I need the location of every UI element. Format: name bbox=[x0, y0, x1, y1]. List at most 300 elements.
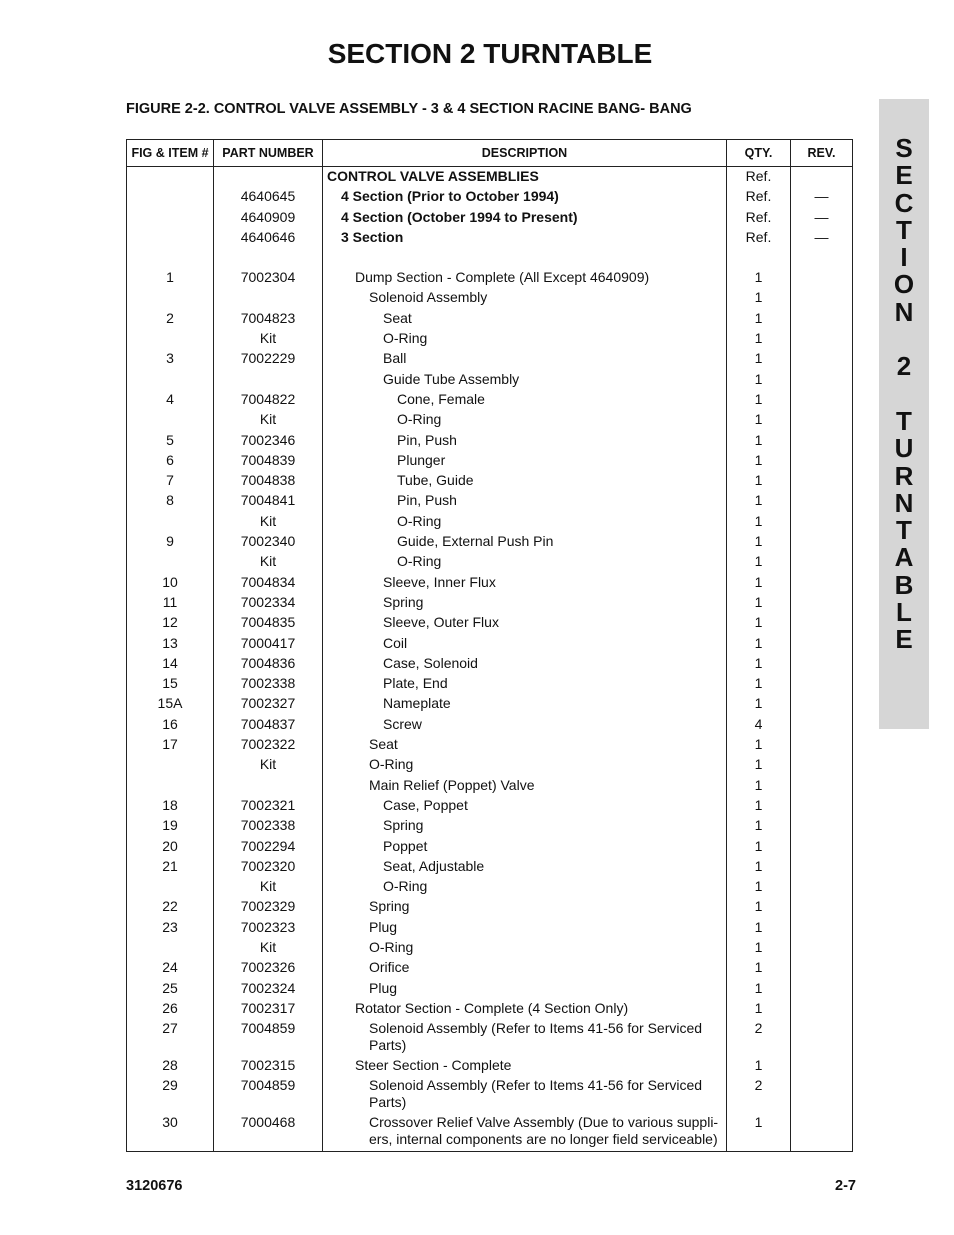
cell-qty: 1 bbox=[727, 452, 791, 472]
cell-rev bbox=[791, 167, 853, 189]
side-tab-letters bbox=[879, 135, 929, 654]
cell-qty: Ref. bbox=[727, 209, 791, 229]
cell-rev bbox=[791, 289, 853, 309]
table-row bbox=[127, 838, 853, 858]
cell-fig-item: 8 bbox=[127, 492, 214, 512]
cell-qty: 1 bbox=[727, 695, 791, 715]
cell-description: 4 Section (Prior to October 1994) bbox=[323, 188, 727, 208]
cell-fig-item: 18 bbox=[127, 797, 214, 817]
cell-part-number bbox=[214, 777, 323, 797]
cell-part-number: Kit bbox=[214, 411, 323, 431]
cell-rev bbox=[791, 1114, 853, 1152]
cell-part-number: 7002229 bbox=[214, 350, 323, 370]
cell-qty: 1 bbox=[727, 838, 791, 858]
cell-rev bbox=[791, 1000, 853, 1020]
cell-description: Tube, Guide bbox=[323, 472, 727, 492]
cell-fig-item: 20 bbox=[127, 838, 214, 858]
table-row bbox=[127, 574, 853, 594]
cell-qty: 1 bbox=[727, 858, 791, 878]
page-number: 2-7 bbox=[835, 1178, 856, 1194]
cell-qty: 1 bbox=[727, 980, 791, 1000]
cell-qty: Ref. bbox=[727, 167, 791, 189]
cell-rev: — bbox=[791, 188, 853, 208]
cell-description: Ball bbox=[323, 350, 727, 370]
side-tab-letter: 2 bbox=[896, 351, 912, 382]
cell-rev bbox=[791, 675, 853, 695]
cell-rev bbox=[791, 492, 853, 512]
cell-rev bbox=[791, 1057, 853, 1077]
cell-fig-item bbox=[127, 513, 214, 533]
cell-part-number: 7004822 bbox=[214, 391, 323, 411]
cell-rev bbox=[791, 980, 853, 1000]
cell-part-number: 7002338 bbox=[214, 817, 323, 837]
cell-rev bbox=[791, 553, 853, 573]
cell-fig-item: 7 bbox=[127, 472, 214, 492]
cell-qty: 1 bbox=[727, 817, 791, 837]
table-row bbox=[127, 858, 853, 878]
side-tab-letter: U bbox=[894, 433, 914, 464]
column-header-part-number: PART NUMBER bbox=[214, 140, 323, 167]
table-row bbox=[127, 229, 853, 249]
table-row bbox=[127, 919, 853, 939]
cell-qty: 1 bbox=[727, 614, 791, 634]
cell-qty: 1 bbox=[727, 289, 791, 309]
cell-description: Screw bbox=[323, 716, 727, 736]
cell-rev bbox=[791, 249, 853, 269]
cell-fig-item bbox=[127, 249, 214, 269]
cell-description: 4 Section (October 1994 to Present) bbox=[323, 209, 727, 229]
cell-qty: 1 bbox=[727, 777, 791, 797]
cell-fig-item: 24 bbox=[127, 959, 214, 979]
cell-fig-item: 22 bbox=[127, 898, 214, 918]
cell-part-number: 7002338 bbox=[214, 675, 323, 695]
cell-fig-item: 17 bbox=[127, 736, 214, 756]
cell-qty: 2 bbox=[727, 1020, 791, 1057]
cell-rev bbox=[791, 898, 853, 918]
cell-qty: 1 bbox=[727, 350, 791, 370]
side-tab-letter: A bbox=[894, 542, 914, 573]
cell-rev bbox=[791, 736, 853, 756]
cell-description: O-Ring bbox=[323, 756, 727, 776]
table-row bbox=[127, 167, 853, 189]
cell-part-number: 7000417 bbox=[214, 635, 323, 655]
table-row bbox=[127, 675, 853, 695]
table-row bbox=[127, 959, 853, 979]
cell-description: Poppet bbox=[323, 838, 727, 858]
cell-part-number: 7002320 bbox=[214, 858, 323, 878]
cell-fig-item bbox=[127, 411, 214, 431]
cell-part-number: 7002334 bbox=[214, 594, 323, 614]
side-tab-letter: E bbox=[895, 160, 913, 191]
cell-part-number: 7000468 bbox=[214, 1114, 323, 1152]
cell-qty: 1 bbox=[727, 553, 791, 573]
cell-fig-item bbox=[127, 289, 214, 309]
table-row bbox=[127, 432, 853, 452]
cell-description: Rotator Section - Complete (4 Section Only) bbox=[323, 1000, 727, 1020]
table-row bbox=[127, 695, 853, 715]
table-row bbox=[127, 817, 853, 837]
cell-description: Cone, Female bbox=[323, 391, 727, 411]
cell-qty: 4 bbox=[727, 716, 791, 736]
cell-rev bbox=[791, 452, 853, 472]
cell-description: O-Ring bbox=[323, 939, 727, 959]
cell-rev bbox=[791, 371, 853, 391]
table-row bbox=[127, 209, 853, 229]
cell-qty: 1 bbox=[727, 269, 791, 289]
cell-part-number: 7002323 bbox=[214, 919, 323, 939]
parts-table bbox=[126, 139, 853, 1152]
cell-fig-item: 19 bbox=[127, 817, 214, 837]
cell-fig-item: 25 bbox=[127, 980, 214, 1000]
cell-qty: 1 bbox=[727, 411, 791, 431]
cell-rev bbox=[791, 1020, 853, 1057]
cell-part-number: 7002321 bbox=[214, 797, 323, 817]
side-tab-letter: L bbox=[896, 597, 912, 628]
table-row bbox=[127, 310, 853, 330]
cell-description: Plug bbox=[323, 980, 727, 1000]
table-row bbox=[127, 553, 853, 573]
side-tab-letter: N bbox=[894, 296, 914, 327]
cell-qty: 1 bbox=[727, 310, 791, 330]
column-header-description: DESCRIPTION bbox=[323, 140, 727, 167]
cell-description: O-Ring bbox=[323, 330, 727, 350]
cell-rev bbox=[791, 858, 853, 878]
cell-rev bbox=[791, 959, 853, 979]
table-row bbox=[127, 513, 853, 533]
cell-qty: 1 bbox=[727, 675, 791, 695]
table-row bbox=[127, 980, 853, 1000]
cell-part-number: 7002304 bbox=[214, 269, 323, 289]
cell-fig-item: 16 bbox=[127, 716, 214, 736]
cell-rev bbox=[791, 635, 853, 655]
cell-fig-item: 9 bbox=[127, 533, 214, 553]
cell-qty: 1 bbox=[727, 1057, 791, 1077]
cell-part-number: 7002340 bbox=[214, 533, 323, 553]
cell-rev bbox=[791, 391, 853, 411]
cell-fig-item: 15 bbox=[127, 675, 214, 695]
cell-fig-item: 14 bbox=[127, 655, 214, 675]
cell-rev bbox=[791, 594, 853, 614]
cell-fig-item: 13 bbox=[127, 635, 214, 655]
cell-fig-item bbox=[127, 209, 214, 229]
table-row bbox=[127, 249, 853, 269]
table-row bbox=[127, 756, 853, 776]
side-tab-letter: E bbox=[895, 624, 913, 655]
cell-rev bbox=[791, 655, 853, 675]
cell-description: Dump Section - Complete (All Except 4640909) bbox=[323, 269, 727, 289]
page-title: SECTION 2 TURNTABLE bbox=[327, 38, 653, 69]
cell-description: Plunger bbox=[323, 452, 727, 472]
cell-qty: 1 bbox=[727, 1114, 791, 1152]
cell-part-number: 7004859 bbox=[214, 1020, 323, 1057]
cell-qty: 1 bbox=[727, 635, 791, 655]
cell-fig-item: 6 bbox=[127, 452, 214, 472]
side-tab-letter: T bbox=[896, 214, 912, 245]
cell-rev bbox=[791, 939, 853, 959]
cell-qty: 1 bbox=[727, 574, 791, 594]
cell-rev bbox=[791, 695, 853, 715]
table-row bbox=[127, 533, 853, 553]
cell-rev bbox=[791, 838, 853, 858]
side-tab-letter: I bbox=[900, 242, 908, 273]
cell-rev bbox=[791, 878, 853, 898]
cell-part-number: 7002324 bbox=[214, 980, 323, 1000]
cell-rev bbox=[791, 432, 853, 452]
cell-part-number: 7002346 bbox=[214, 432, 323, 452]
side-tab-letter: R bbox=[894, 460, 914, 491]
cell-description: O-Ring bbox=[323, 513, 727, 533]
cell-rev: — bbox=[791, 229, 853, 249]
cell-part-number: 7004837 bbox=[214, 716, 323, 736]
cell-qty: 1 bbox=[727, 939, 791, 959]
cell-part-number: 7002329 bbox=[214, 898, 323, 918]
cell-description: Guide, External Push Pin bbox=[323, 533, 727, 553]
cell-fig-item bbox=[127, 939, 214, 959]
cell-qty: 1 bbox=[727, 797, 791, 817]
cell-qty bbox=[727, 249, 791, 269]
cell-description: Solenoid Assembly (Refer to Items 41-56 for Serviced Parts) bbox=[323, 1020, 727, 1057]
table-row bbox=[127, 1000, 853, 1020]
cell-part-number: 7002294 bbox=[214, 838, 323, 858]
cell-fig-item bbox=[127, 777, 214, 797]
table-row bbox=[127, 350, 853, 370]
cell-qty: 1 bbox=[727, 1000, 791, 1020]
cell-rev bbox=[791, 919, 853, 939]
cell-fig-item: 4 bbox=[127, 391, 214, 411]
cell-description: CONTROL VALVE ASSEMBLIES bbox=[323, 167, 727, 189]
table-row bbox=[127, 716, 853, 736]
cell-rev bbox=[791, 1077, 853, 1114]
table-row bbox=[127, 1114, 853, 1152]
cell-part-number: 7004836 bbox=[214, 655, 323, 675]
cell-qty: 1 bbox=[727, 919, 791, 939]
cell-description: Pin, Push bbox=[323, 492, 727, 512]
cell-rev bbox=[791, 350, 853, 370]
table-row bbox=[127, 635, 853, 655]
cell-fig-item bbox=[127, 167, 214, 189]
cell-rev bbox=[791, 756, 853, 776]
side-tab-letter: B bbox=[894, 569, 914, 600]
table-row bbox=[127, 797, 853, 817]
cell-description: Nameplate bbox=[323, 695, 727, 715]
column-header-qty: QTY. bbox=[727, 140, 791, 167]
cell-part-number: Kit bbox=[214, 756, 323, 776]
cell-description: Spring bbox=[323, 817, 727, 837]
cell-rev bbox=[791, 614, 853, 634]
cell-fig-item: 26 bbox=[127, 1000, 214, 1020]
table-row bbox=[127, 878, 853, 898]
cell-fig-item: 15A bbox=[127, 695, 214, 715]
cell-part-number: 7002315 bbox=[214, 1057, 323, 1077]
side-tab-letter: T bbox=[896, 515, 912, 546]
cell-fig-item: 21 bbox=[127, 858, 214, 878]
cell-description: O-Ring bbox=[323, 411, 727, 431]
cell-fig-item bbox=[127, 229, 214, 249]
cell-description: Orifice bbox=[323, 959, 727, 979]
table-row bbox=[127, 269, 853, 289]
table-row bbox=[127, 411, 853, 431]
cell-qty: 1 bbox=[727, 756, 791, 776]
table-row bbox=[127, 452, 853, 472]
figure-title: FIGURE 2-2. CONTROL VALVE ASSEMBLY - 3 & 4 SECTION RACINE BANG- BANG bbox=[126, 101, 692, 117]
cell-qty: 1 bbox=[727, 898, 791, 918]
cell-rev bbox=[791, 269, 853, 289]
cell-description: Guide Tube Assembly bbox=[323, 371, 727, 391]
table-row bbox=[127, 898, 853, 918]
cell-description bbox=[323, 249, 727, 269]
cell-qty: 1 bbox=[727, 432, 791, 452]
cell-rev bbox=[791, 513, 853, 533]
cell-qty: 1 bbox=[727, 330, 791, 350]
side-tab-letter: T bbox=[896, 405, 912, 436]
cell-description: Main Relief (Poppet) Valve bbox=[323, 777, 727, 797]
cell-description: 3 Section bbox=[323, 229, 727, 249]
cell-part-number: 7002322 bbox=[214, 736, 323, 756]
cell-part-number bbox=[214, 249, 323, 269]
table-row bbox=[127, 492, 853, 512]
cell-qty: Ref. bbox=[727, 188, 791, 208]
cell-rev: — bbox=[791, 209, 853, 229]
cell-part-number: Kit bbox=[214, 939, 323, 959]
table-header-row bbox=[127, 140, 853, 167]
cell-description: Sleeve, Inner Flux bbox=[323, 574, 727, 594]
table-row bbox=[127, 391, 853, 411]
cell-description: O-Ring bbox=[323, 878, 727, 898]
cell-fig-item: 29 bbox=[127, 1077, 214, 1114]
cell-description: O-Ring bbox=[323, 553, 727, 573]
cell-part-number: 7002327 bbox=[214, 695, 323, 715]
cell-fig-item: 30 bbox=[127, 1114, 214, 1152]
parts-table-body bbox=[127, 167, 853, 1152]
cell-description: Solenoid Assembly bbox=[323, 289, 727, 309]
cell-fig-item bbox=[127, 188, 214, 208]
cell-part-number: 7004823 bbox=[214, 310, 323, 330]
cell-qty: 1 bbox=[727, 492, 791, 512]
cell-description: Steer Section - Complete bbox=[323, 1057, 727, 1077]
cell-part-number: 7004835 bbox=[214, 614, 323, 634]
cell-part-number: Kit bbox=[214, 553, 323, 573]
table-row bbox=[127, 1020, 853, 1057]
cell-rev bbox=[791, 716, 853, 736]
cell-description: Solenoid Assembly (Refer to Items 41-56 for Serviced Parts) bbox=[323, 1077, 727, 1114]
cell-description: Seat bbox=[323, 736, 727, 756]
cell-rev bbox=[791, 777, 853, 797]
table-row bbox=[127, 188, 853, 208]
cell-description: Pin, Push bbox=[323, 432, 727, 452]
cell-fig-item bbox=[127, 371, 214, 391]
cell-qty: 1 bbox=[727, 391, 791, 411]
table-row bbox=[127, 1057, 853, 1077]
table-row bbox=[127, 655, 853, 675]
cell-part-number: 7004841 bbox=[214, 492, 323, 512]
cell-description: Spring bbox=[323, 594, 727, 614]
cell-fig-item bbox=[127, 553, 214, 573]
table-row bbox=[127, 777, 853, 797]
cell-qty: 1 bbox=[727, 513, 791, 533]
cell-rev bbox=[791, 533, 853, 553]
cell-fig-item: 27 bbox=[127, 1020, 214, 1057]
cell-qty: 1 bbox=[727, 959, 791, 979]
table-row bbox=[127, 371, 853, 391]
cell-part-number: 7002326 bbox=[214, 959, 323, 979]
cell-fig-item: 28 bbox=[127, 1057, 214, 1077]
cell-description: Plug bbox=[323, 919, 727, 939]
cell-fig-item: 11 bbox=[127, 594, 214, 614]
cell-part-number: Kit bbox=[214, 330, 323, 350]
cell-rev bbox=[791, 330, 853, 350]
cell-part-number: 7004839 bbox=[214, 452, 323, 472]
cell-fig-item bbox=[127, 878, 214, 898]
cell-qty: 1 bbox=[727, 878, 791, 898]
cell-fig-item: 5 bbox=[127, 432, 214, 452]
cell-part-number: 4640645 bbox=[214, 188, 323, 208]
cell-qty: Ref. bbox=[727, 229, 791, 249]
cell-qty: 1 bbox=[727, 371, 791, 391]
cell-description: Plate, End bbox=[323, 675, 727, 695]
cell-part-number: 4640909 bbox=[214, 209, 323, 229]
cell-part-number bbox=[214, 371, 323, 391]
cell-part-number bbox=[214, 167, 323, 189]
table-row bbox=[127, 330, 853, 350]
table-row bbox=[127, 939, 853, 959]
cell-fig-item: 1 bbox=[127, 269, 214, 289]
cell-part-number: 7004834 bbox=[214, 574, 323, 594]
cell-part-number: 7002317 bbox=[214, 1000, 323, 1020]
table-row bbox=[127, 594, 853, 614]
cell-fig-item: 10 bbox=[127, 574, 214, 594]
cell-description: Coil bbox=[323, 635, 727, 655]
cell-fig-item: 23 bbox=[127, 919, 214, 939]
side-tab-letter: O bbox=[893, 269, 915, 300]
cell-qty: 1 bbox=[727, 736, 791, 756]
document-number: 3120676 bbox=[126, 1178, 183, 1194]
section-side-tab bbox=[879, 99, 929, 729]
table-row bbox=[127, 289, 853, 309]
table-row bbox=[127, 472, 853, 492]
cell-qty: 1 bbox=[727, 472, 791, 492]
cell-part-number: Kit bbox=[214, 878, 323, 898]
cell-part-number: 4640646 bbox=[214, 229, 323, 249]
column-header-rev: REV. bbox=[791, 140, 853, 167]
cell-fig-item: 3 bbox=[127, 350, 214, 370]
cell-fig-item bbox=[127, 756, 214, 776]
cell-description: Spring bbox=[323, 898, 727, 918]
cell-rev bbox=[791, 472, 853, 492]
cell-part-number: 7004838 bbox=[214, 472, 323, 492]
cell-rev bbox=[791, 574, 853, 594]
cell-qty: 1 bbox=[727, 533, 791, 553]
cell-fig-item: 2 bbox=[127, 310, 214, 330]
column-header-fig: FIG & ITEM # bbox=[127, 140, 214, 167]
cell-rev bbox=[791, 310, 853, 330]
table-row bbox=[127, 1077, 853, 1114]
cell-description: Case, Poppet bbox=[323, 797, 727, 817]
table-row bbox=[127, 614, 853, 634]
cell-rev bbox=[791, 797, 853, 817]
side-tab-letter: C bbox=[894, 187, 914, 218]
table-row bbox=[127, 736, 853, 756]
cell-description: Seat, Adjustable bbox=[323, 858, 727, 878]
cell-description: Case, Solenoid bbox=[323, 655, 727, 675]
side-tab-letter: S bbox=[895, 133, 913, 163]
cell-rev bbox=[791, 817, 853, 837]
cell-part-number bbox=[214, 289, 323, 309]
cell-description: Sleeve, Outer Flux bbox=[323, 614, 727, 634]
cell-description: Seat bbox=[323, 310, 727, 330]
cell-description: Crossover Relief Valve Assembly (Due to various suppli-ers, internal components are no longer field serviceable) bbox=[323, 1114, 727, 1152]
cell-rev bbox=[791, 411, 853, 431]
cell-part-number: 7004859 bbox=[214, 1077, 323, 1114]
